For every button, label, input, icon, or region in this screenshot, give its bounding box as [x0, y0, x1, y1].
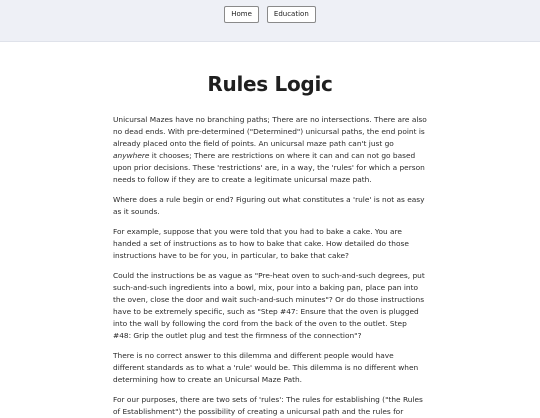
page-title: Rules Logic — [207, 72, 333, 96]
paragraph-intro-part1: Unicursal Mazes have no branching paths; There are no intersections. There are also no dead ends. With pre-determined ("Determined") unicursal paths, the end point is already placed onto the field of points. An unicursal maze path can't just go — [113, 115, 427, 148]
paragraph-intro — [113, 114, 427, 186]
paragraph-dilemma: There is no correct answer to this dilemma and different people would have different standards as to what a 'rule' would be. This dilemma is no different when determining how to create an Unicursal Maze Path. — [113, 351, 419, 384]
paragraph-intro-emphasis: anywhere — [113, 151, 150, 160]
home-button[interactable]: Home — [224, 6, 259, 23]
top-navigation-bar — [0, 0, 540, 42]
paragraph-intro-part2: it chooses; There are restrictions on where it can and can not go based upon prior decisions. These 'restrictions' are, in a way, the 'rules' for which a person needs to follow if they are to create a legitimate unicursal maze path. — [113, 151, 425, 184]
paragraph-instructions-detail: Could the instructions be as vague as "Pre-heat oven to such-and-such degrees, put such-and-such ingredients into a bowl, mix, pour into a baking pan, place pan into the oven, close the door and wait such-and-such minutes"? Or do those instructions have to be extremely specific, such as "Step #47: Ensure that the oven is plugged into the wall by following the cord from the back of the oven to the outlet. Step #48: Grip the outlet plug and test the firmness of the connection"? — [113, 271, 425, 340]
paragraph-cake-example: For example, suppose that you were told that you had to bake a cake. You are handed a set of instructions as to how to bake that cake. How detailed do those instructions have to be for you, in particular, to bake that cake? — [113, 227, 409, 260]
paragraph-two-rule-sets: For our purposes, there are two sets of 'rules': The rules for establishing ("the Rules of Establishment") the possibility of creating a unicursal path and the rules for — [113, 395, 423, 416]
paragraph-rule-question: Where does a rule begin or end? Figuring out what constitutes a 'rule' is not as easy as it sounds. — [113, 195, 425, 216]
main-content — [113, 42, 427, 418]
education-button[interactable]: Education — [267, 6, 316, 23]
